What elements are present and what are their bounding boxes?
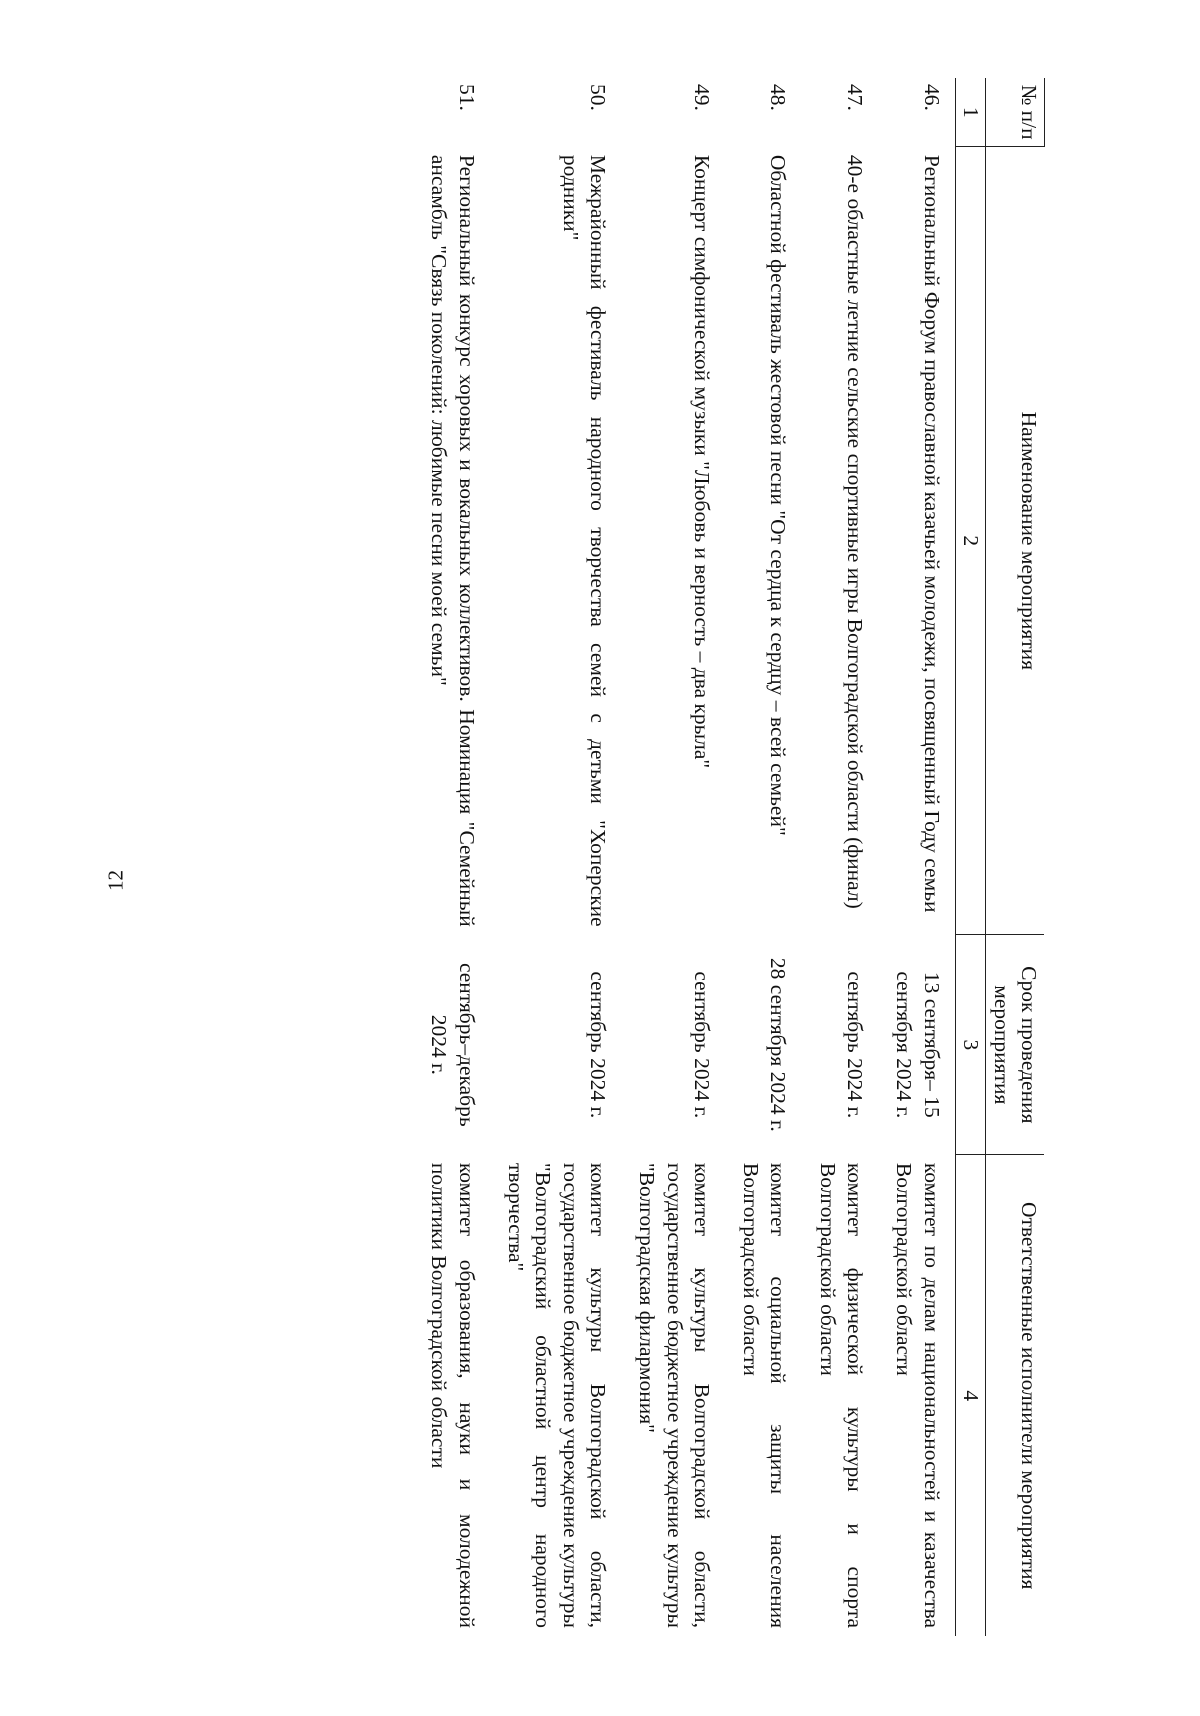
column-number-3: 3 <box>955 935 985 1155</box>
event-responsible: комитет физической культуры и спорта Волгоградской области <box>815 1162 868 1628</box>
event-date: сентябрь 2024 г. <box>843 971 868 1119</box>
column-number-4: 4 <box>955 1155 985 1636</box>
column-number-1: 1 <box>955 78 985 147</box>
row-number: 46. <box>919 84 944 111</box>
event-date: 28 сентября 2024 г. <box>766 957 791 1132</box>
events-table-container <box>152 78 1045 1636</box>
event-responsible: комитет культуры Волгоградской области, государственное бюджетное учреждение культуры "Волгоградский областной центр народного творчества" <box>504 1162 610 1628</box>
column-number-row <box>955 78 985 1636</box>
table-row <box>725 78 802 1636</box>
column-number-2: 2 <box>955 147 985 935</box>
event-date: сентябрь–декабрь 2024 г. <box>427 962 479 1127</box>
row-number: 48. <box>766 84 791 111</box>
event-date: сентябрь 2024 г. <box>585 971 610 1119</box>
row-number: 47. <box>843 84 868 111</box>
event-responsible: комитет социальной защиты населения Волгоградской области <box>739 1162 791 1628</box>
row-number: 50. <box>585 84 610 111</box>
event-name: 40-е областные летние сельские спортивные игры Волгоградской области (финал) <box>843 154 868 909</box>
page-number: 12 <box>103 870 128 891</box>
event-name: Концерт симфонической музыки "Любовь и верность – два крыла" <box>689 154 714 769</box>
header-event-name: Наименование мероприятия <box>985 147 1044 935</box>
table-row <box>801 78 878 1636</box>
header-number: № п/п <box>985 78 1044 147</box>
event-responsible: комитет культуры Волгоградской области, государственное бюджетное учреждение культуры "Волгоградская филармония" <box>635 1162 714 1628</box>
event-date: 13 сентября– 15 сентября 2024 г. <box>892 971 944 1119</box>
header-row <box>985 78 1044 1636</box>
header-responsible: Ответственные исполнители мероприятия <box>985 1155 1044 1636</box>
events-table <box>413 78 1045 1636</box>
row-number: 51. <box>454 84 479 111</box>
event-name: Межрайонный фестиваль народного творчества семей с детьми "Хоперские родники" <box>558 154 610 927</box>
event-responsible: комитет по делам национальностей и казачества Волгоградской области <box>892 1162 944 1628</box>
table-row <box>621 78 725 1636</box>
table-row <box>490 78 621 1636</box>
event-name: Региональный конкурс хоровых и вокальных коллективов. Номинация "Семейный ансамбль "Связь поколений: любимые песни моей семьи" <box>427 154 479 927</box>
event-responsible: комитет образования, науки и молодежной политики Волгоградской области <box>427 1162 479 1628</box>
event-name: Областной фестиваль жестовой песни "От сердца к сердцу – всей семьей" <box>766 154 791 836</box>
header-date: Срок проведения мероприятия <box>985 935 1044 1155</box>
event-name: Региональный Форум православной казачьей молодежи, посвященный Году семьи <box>919 154 944 913</box>
table-row <box>878 78 955 1636</box>
event-date: сентябрь 2024 г. <box>689 971 714 1119</box>
row-number: 49. <box>689 84 714 111</box>
table-row <box>413 78 490 1636</box>
